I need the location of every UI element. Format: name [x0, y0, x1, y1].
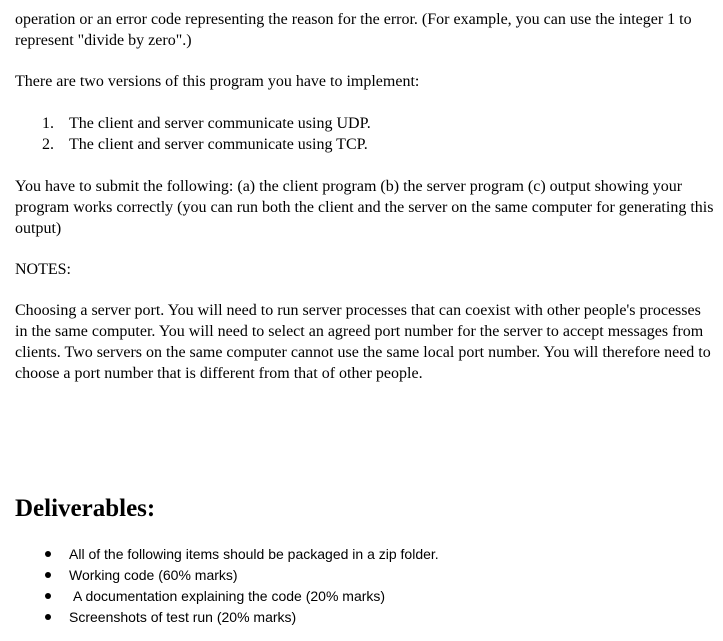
list-item-text: The client and server communicate using UDP.	[69, 115, 371, 132]
intro-paragraph: operation or an error code representing the reason for the error. (For example, you can use the integer 1 to represent "divide by zero".)	[15, 11, 692, 49]
list-item-text: All of the following items should be packaged in a zip folder.	[69, 546, 439, 562]
submit-paragraph: You have to submit the following: (a) the client program (b) the server program (c) output showing your program works correctly (you can run both the client and the server on the same computer for generating this output)	[15, 178, 714, 237]
list-item-text: The client and server communicate using TCP.	[69, 136, 368, 153]
list-item	[15, 113, 371, 134]
list-number: 1.	[42, 115, 54, 132]
deliverables-heading: Deliverables:	[15, 495, 156, 522]
bullet-icon	[45, 551, 51, 557]
list-item	[15, 134, 371, 155]
bullet-icon	[45, 593, 51, 599]
bullet-icon	[45, 572, 51, 578]
notes-label: NOTES:	[15, 261, 71, 278]
versions-paragraph: There are two versions of this program you have to implement:	[15, 73, 420, 90]
bullet-icon	[45, 614, 51, 620]
list-item	[15, 586, 439, 607]
list-item-text: A documentation explaining the code (20% marks)	[73, 588, 386, 604]
list-item-text: Screenshots of test run (20% marks)	[69, 609, 297, 625]
deliverables-list	[15, 544, 439, 628]
list-number: 2.	[42, 136, 54, 153]
list-item-text: Working code (60% marks)	[69, 567, 238, 583]
port-paragraph: Choosing a server port. You will need to run server processes that can coexist with other people's processes in the same computer. You will need to select an agreed port number for the server to accept messages from clients. Two servers on the same computer cannot use the same local port number. You will therefore need to choose a port number that is different from that of other people.	[15, 302, 711, 382]
list-item	[15, 544, 439, 565]
versions-list	[15, 113, 371, 155]
list-item	[15, 565, 439, 586]
list-item	[15, 607, 439, 628]
